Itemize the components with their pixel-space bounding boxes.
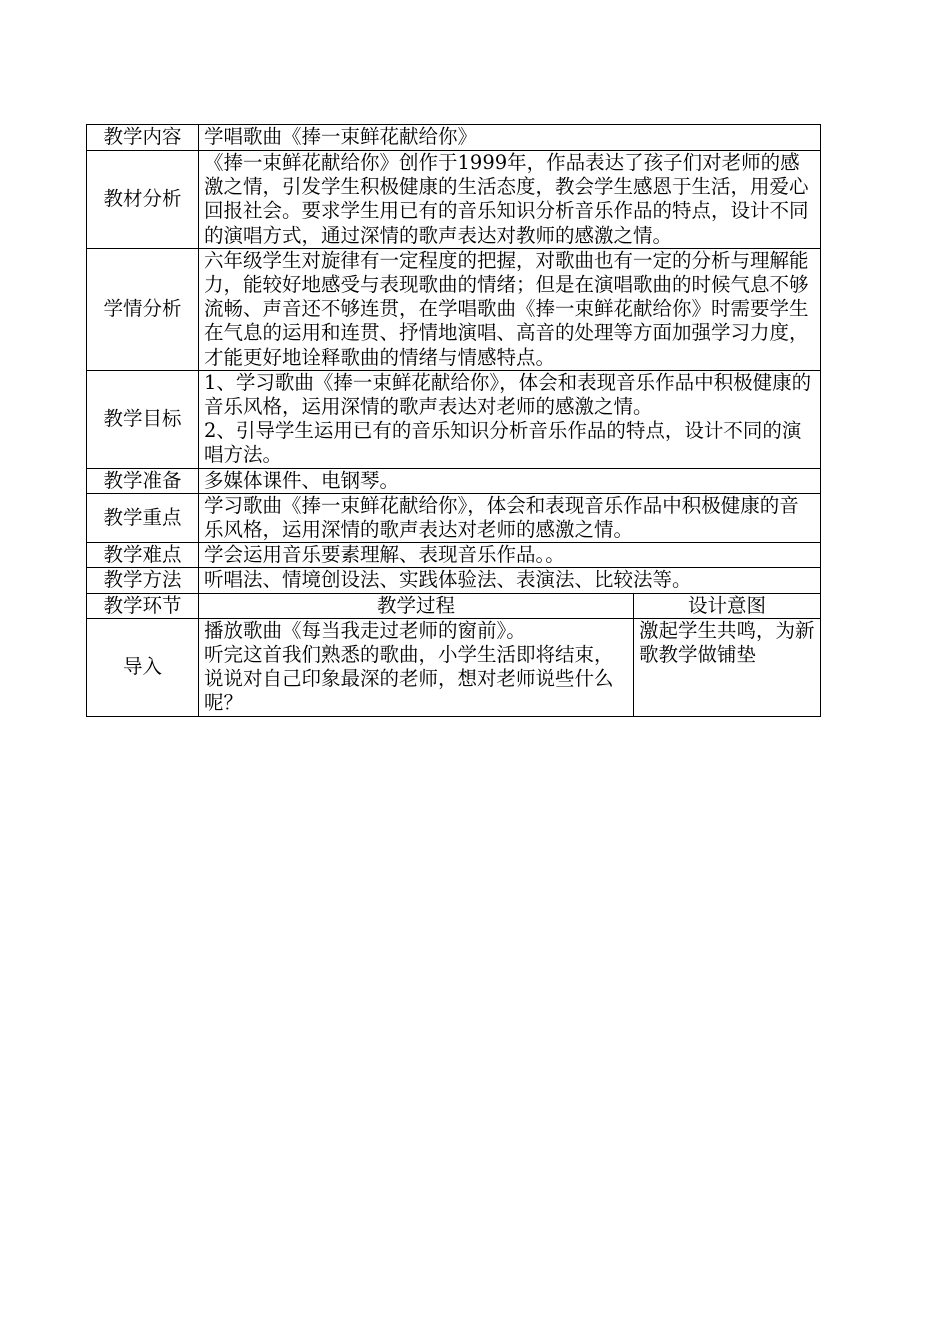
- stage-intro: 导入: [87, 618, 199, 716]
- value-teaching-methods: 听唱法、情境创设法、实践体验法、表演法、比较法等。: [199, 568, 821, 593]
- row-teaching-content: [87, 125, 821, 151]
- process-intro-line-2: 听完这首我们熟悉的歌曲，小学生活即将结束，说说对自己印象最深的老师，想对老师说些什么呢？: [204, 643, 614, 715]
- row-teaching-preparation: [87, 468, 821, 493]
- value-teaching-goals: [199, 370, 821, 468]
- value-material-analysis: 《捧一束鲜花献给你》创作于1999年，作品表达了孩子们对老师的感激之情，引发学生积极健康的生活态度，教会学生感恩于生活，用爱心回报社会。要求学生用已有的音乐知识分析音乐作品的特点，设计不同的演唱方式，通过深情的歌声表达对教师的感激之情。: [199, 151, 821, 249]
- label-teaching-goals: 教学目标: [87, 370, 199, 468]
- label-difficulties: 教学难点: [87, 543, 199, 568]
- lesson-plan-table: [86, 124, 821, 717]
- row-key-points: [87, 493, 821, 542]
- goal-item-2: 2、引导学生运用已有的音乐知识分析音乐作品的特点，设计不同的演唱方法。: [204, 419, 802, 467]
- label-teaching-content: 教学内容: [87, 125, 199, 151]
- value-teaching-content: 学唱歌曲《捧一束鲜花献给你》: [199, 125, 821, 151]
- value-student-analysis: 六年级学生对旋律有一定程度的把握，对歌曲也有一定的分析与理解能力，能较好地感受与表现歌曲的情绪；但是在演唱歌曲的时候气息不够流畅、声音还不够连贯，在学唱歌曲《捧一束鲜花献给你》时需要学生在气息的运用和连贯、抒情地演唱、高音的处理等方面加强学习力度，才能更好地诠释歌曲的情绪与情感特点。: [199, 248, 821, 370]
- label-student-analysis: 学情分析: [87, 248, 199, 370]
- header-process: 教学过程: [199, 593, 634, 618]
- row-difficulties: [87, 543, 821, 568]
- header-intent: 设计意图: [634, 593, 821, 618]
- process-intro: [199, 618, 634, 716]
- label-key-points: 教学重点: [87, 493, 199, 542]
- row-material-analysis: [87, 151, 821, 249]
- label-teaching-methods: 教学方法: [87, 568, 199, 593]
- value-key-points: 学习歌曲《捧一束鲜花献给你》，体会和表现音乐作品中积极健康的音乐风格，运用深情的歌声表达对老师的感激之情。: [199, 493, 821, 542]
- row-process-intro: [87, 618, 821, 716]
- row-student-analysis: [87, 248, 821, 370]
- value-difficulties: 学会运用音乐要素理解、表现音乐作品。。: [199, 543, 821, 568]
- intent-intro: 激起学生共鸣，为新歌教学做铺垫: [634, 618, 821, 716]
- header-stage: 教学环节: [87, 593, 199, 618]
- value-teaching-preparation: 多媒体课件、电钢琴。: [199, 468, 821, 493]
- goal-item-1: 1、学习歌曲《捧一束鲜花献给你》，体会和表现音乐作品中积极健康的音乐风格，运用深情的歌声表达对老师的感激之情。: [204, 370, 812, 419]
- process-intro-line-1: 播放歌曲《每当我走过老师的窗前》。: [204, 618, 526, 642]
- label-material-analysis: 教材分析: [87, 151, 199, 249]
- row-process-header: [87, 593, 821, 618]
- label-teaching-preparation: 教学准备: [87, 468, 199, 493]
- row-teaching-methods: [87, 568, 821, 593]
- row-teaching-goals: [87, 370, 821, 468]
